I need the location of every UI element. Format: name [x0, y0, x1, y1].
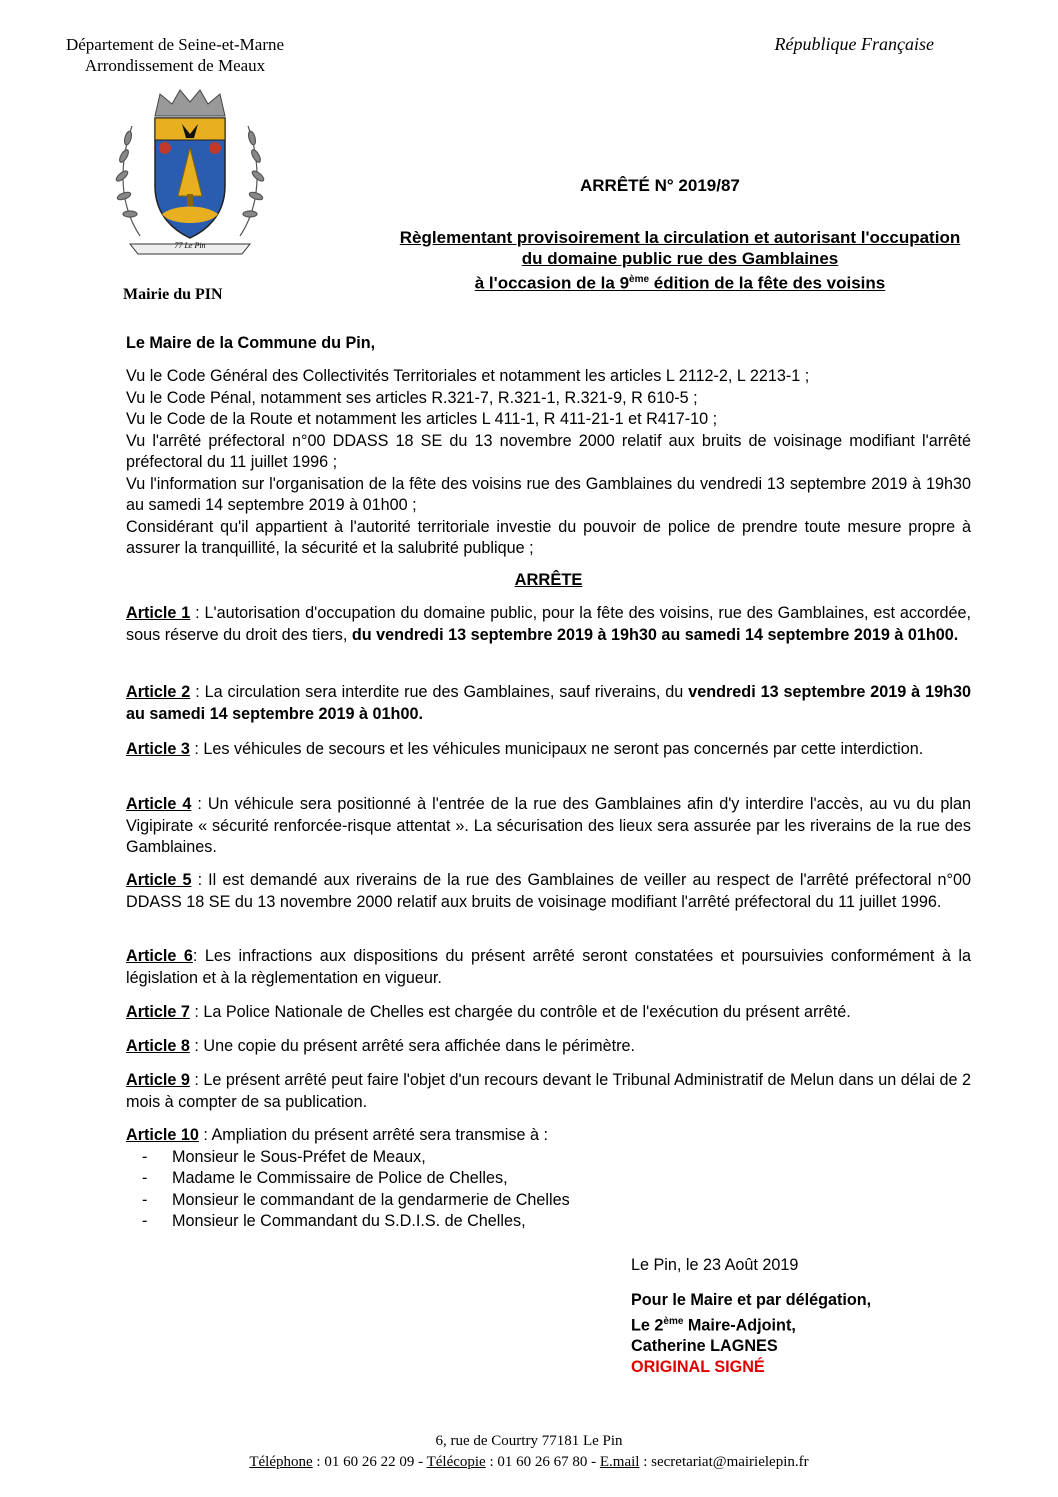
article-7 [126, 1002, 971, 1024]
article-7-text: : La Police Nationale de Chelles est chargée du contrôle et de l'exécution du présent arrêté. [189, 1003, 851, 1021]
phone-number: : 01 60 26 22 09 - [312, 1454, 427, 1470]
article-9-label: Article 9 [126, 1071, 190, 1089]
recipient-item: - Monsieur le Sous-Préfet de Meaux, [126, 1147, 971, 1169]
recipient-item: - Monsieur le Commandant du S.D.I.S. de Chelles, [126, 1211, 971, 1233]
article-8-label: Article 8 [126, 1037, 190, 1055]
vu-item: Vu le Code Pénal, notamment ses articles R.321-7, R.321-1, R.321-9, R 610-5 ; [126, 388, 698, 407]
crest-banner-text: 77 Le Pin [174, 241, 206, 250]
article-10 [126, 1125, 971, 1233]
footer-contacts [0, 1452, 1058, 1473]
fax-number: : 01 60 26 67 80 - [485, 1454, 600, 1470]
vu-list [126, 366, 971, 560]
article-6 [126, 946, 971, 989]
signature-block [631, 1255, 871, 1378]
article-3-text: : Les véhicules de secours et les véhicules municipaux ne seront pas concernés par cette interdiction. [189, 740, 924, 758]
article-4-text: : Un véhicule sera positionné à l'entrée de la rue des Gamblaines afin d'y interdire l'accès, au vu du plan Vigipirate « sécurité renforcée-risque attentat ». La sécurisation des lieux sera assurée par les riverains de la rue des Gamblaines. [126, 795, 971, 856]
vu-item: Vu l'information sur l'organisation de la fête des voisins rue des Gamblaines du vendredi 13 septembre 2019 à 19h30 au samedi 14 septembre 2019 à 01h00 ; [126, 474, 971, 514]
article-3 [126, 739, 971, 761]
article-2-label: Article 2 [126, 683, 191, 701]
phone-label: Téléphone [249, 1454, 313, 1470]
article-10-label: Article 10 [126, 1126, 199, 1144]
article-1-text: : L'autorisation d'occupation du domaine public, pour la fête des voisins, rue des Gamblaines, est accordée, sous réserve du droit des tiers, [126, 604, 971, 644]
article-1-label: Article 1 [126, 604, 191, 622]
article-1-dates: du vendredi 13 septembre 2019 à 19h30 au samedi 14 septembre 2019 à 01h00. [351, 625, 959, 644]
recipient-item: - Monsieur le commandant de la gendarmerie de Chelles [126, 1190, 971, 1212]
department-line: Département de Seine-et-Marne [65, 35, 285, 54]
article-4-label: Article 4 [126, 795, 192, 813]
vu-item: Vu le Code Général des Collectivités Territoriales et notamment les articles L 2112-2, L 2213-1 ; [126, 367, 810, 385]
mairie-label: Mairie du PIN [123, 286, 223, 303]
article-5 [126, 870, 971, 913]
signatory-name: Catherine LAGNES [631, 1337, 778, 1356]
article-8 [126, 1036, 971, 1058]
arrondissement-line: Arrondissement de Meaux [84, 56, 266, 75]
recipient-item: - Madame le Commissaire de Police de Chelles, [126, 1168, 971, 1190]
place-date: Le Pin, le 23 Août 2019 [631, 1256, 799, 1274]
footer-address: 6, rue de Courtry 77181 Le Pin [435, 1433, 623, 1449]
article-9-text: : Le présent arrêté peut faire l'objet d'un recours devant le Tribunal Administratif de Melun dans un délai de 2 mois à compter de sa publication. [126, 1071, 971, 1111]
article-6-text: : Les infractions aux dispositions du présent arrêté seront constatées et poursuivies conformément à la législation et à la règlementation en vigueur. [126, 947, 971, 987]
article-8-text: : Une copie du présent arrêté sera affichée dans le périmètre. [189, 1037, 635, 1055]
page-title: ARRÊTÉ N° 2019/87 [580, 176, 740, 195]
email-label: E.mail [599, 1454, 640, 1470]
subtitle [340, 227, 1020, 294]
department-header [40, 34, 310, 76]
article-10-text: : Ampliation du présent arrêté sera transmise à : [198, 1126, 548, 1144]
fax-label: Télécopie [426, 1454, 486, 1470]
republic-label: République Française [774, 34, 934, 54]
vu-item: Considérant qu'il appartient à l'autorité territoriale investie du pouvoir de police de prendre toute mesure propre à assurer la tranquillité, la sécurité et la salubrité publique ; [126, 517, 971, 557]
delegation-line: Pour le Maire et par délégation, [631, 1291, 872, 1309]
vu-item: Vu le Code de la Route et notamment les articles L 411-1, R 411-21-1 et R417-10 ; [126, 410, 718, 428]
intro [126, 333, 971, 355]
article-1 [126, 603, 971, 646]
vu-item: Vu l'arrêté préfectoral n°00 DDASS 18 SE du 13 novembre 2000 relatif aux bruits de voisinage modifiant l'arrêté préfectoral du 11 juillet 1996 ; [126, 431, 971, 471]
article-2-dates: vendredi 13 septembre 2019 à 19h30 au samedi 14 septembre 2019 à 01h00. [126, 683, 971, 723]
article-7-label: Article 7 [126, 1003, 190, 1021]
coat-of-arms-logo [110, 86, 270, 266]
intro-line: Le Maire de la Commune du Pin, [126, 334, 376, 352]
article-4 [126, 794, 971, 859]
article-6-label: Article 6 [126, 947, 193, 965]
article-9 [126, 1070, 971, 1113]
subtitle-line-1: Règlementant provisoirement la circulation et autorisant l'occupation [399, 228, 961, 247]
adjoint-line: Le 2ème Maire-Adjoint, [631, 1316, 796, 1335]
original-signed-stamp: ORIGINAL SIGNÉ [631, 1358, 765, 1377]
article-2-text: : La circulation sera interdite rue des Gamblaines, sauf riverains, du [190, 683, 689, 701]
email-address[interactable]: : secretariat@mairielepin.fr [639, 1454, 809, 1470]
article-5-text: : Il est demandé aux riverains de la rue des Gamblaines de veiller au respect de l'arrêté préfectoral n°00 DDASS 18 SE du 13 novembre 2000 relatif aux bruits de voisinage modifiant l'arrêté préfectoral du 11 juillet 1996. [126, 871, 971, 911]
article-5-label: Article 5 [126, 871, 192, 889]
article-2 [126, 682, 971, 725]
subtitle-line-2: du domaine public rue des Gamblaines [521, 249, 839, 268]
arrete-heading: ARRÊTE [514, 571, 583, 589]
subtitle-line-3: à l'occasion de la 9ème édition de la fête des voisins [474, 273, 886, 293]
article-3-label: Article 3 [126, 740, 190, 758]
recipient-list [126, 1147, 971, 1233]
